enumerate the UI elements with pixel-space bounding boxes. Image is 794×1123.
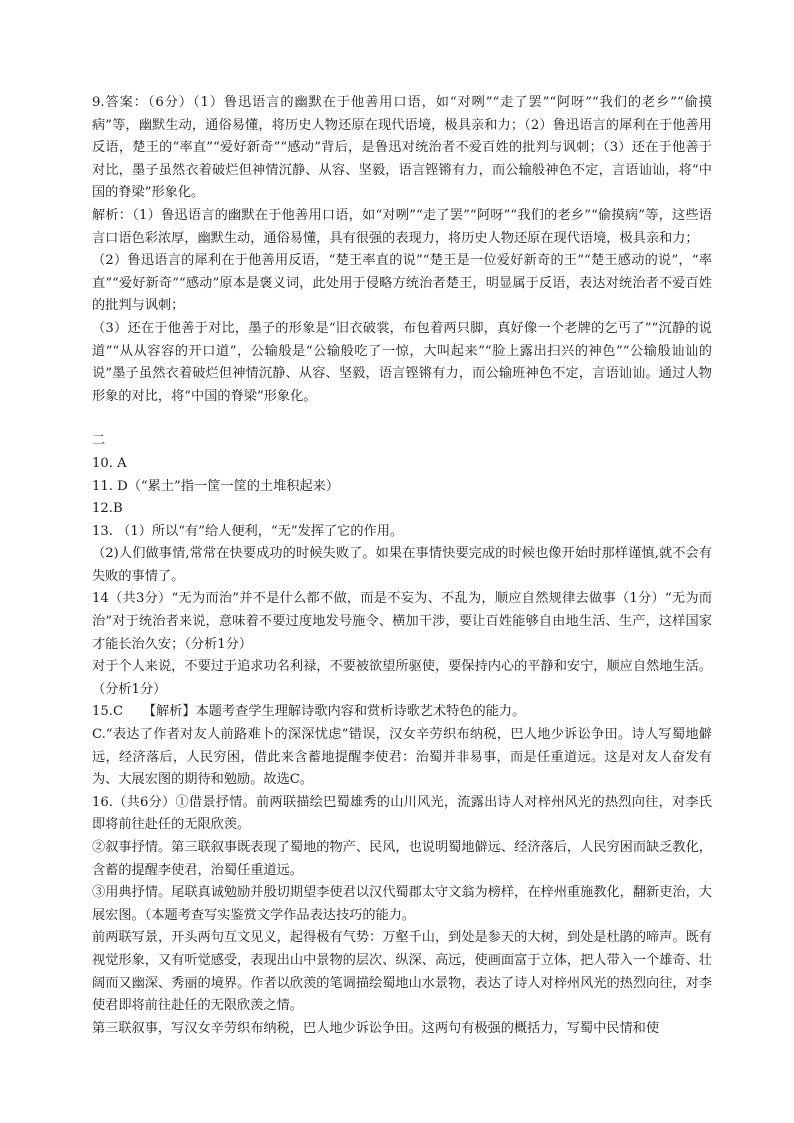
q9-analysis-2: （2）鲁迅语言的犀利在于他善用反语，“楚王率直的说”“楚王是一位爱好新奇的王”“楚王感动的说”，“率直”“爱好新奇”“感动”原本是褒义词，此处用于侵略方统治者楚王，明显属于反语，表达对统治者不爱百姓的批判与讽刺； (92, 253, 712, 314)
q9-answer: 9.答案：（6分）（1）鲁迅语言的幽默在于他善用口语，如“对咧”“走了罢”“阿呀”“我们的老乡”“偷摸病”等，幽默生动，通俗易懂，将历史人物还原在现代语境，极具亲和力；（2）鲁迅语言的犀利在于他善用反语，楚王的“率直”“爱好新奇”“感动”背后，是鲁迅对统治者不爱百姓的批判与讽刺；（3）还在于他善于对比，墨子虽然衣着破烂但神情沉静、从容、坚毅，语言铿锵有力，而公输般神色不定，言语讪讪，将“中国的脊梁”形象化。 (92, 95, 712, 201)
q16-analysis-2: 第三联叙事，写汉女辛劳织布纳税，巴人地少诉讼争田。这两句有极强的概括力，写蜀中民情和使 (92, 1020, 660, 1036)
q13-part-2: （2)人们做事情,常常在快要成功的时候失败了。如果在事情快要完成的时候也像开始时那样谨慎,就不会有失败的事情了。 (92, 546, 712, 584)
q16-analysis-1: 前两联写景，开头两句互文见义，起得极有气势：万壑千山，到处是参天的大树，到处是杜鹃的啼声。既有视觉形象，又有听觉感受，表现出山中景物的层次、纵深、高远，使画面富于立体，把人带入一个雄奇、壮阔而又幽深、秀丽的境界。作者以欣羡的笔调描绘蜀地山水景物，表达了诗人对梓州风光的热烈向往，对李使君即将前往赴任的无限欣羡之情。 (92, 930, 712, 1014)
q10-answer: 10. A (92, 455, 127, 471)
q9-analysis-3: （3）还在于他善于对比，墨子的形象是“旧衣破裳，布包着两只脚，真好像一个老牌的乞丐了”“沉静的说道”“从从容容的开口道”，公输般是“公输般吃了一惊，大叫起来”“脸上露出扫兴的神色”“公输般讪讪的说”墨子虽然衣着破烂但神情沉静、从容、坚毅，语言铿锵有力，而公输班神色不定，言语讪讪。通过人物形象的对比，将“中国的脊梁”形象化。 (92, 320, 712, 404)
answer-document (92, 92, 712, 1040)
q14-part-2: 对于个人来说，不要过于追求功名利禄，不要被欲望所驱使，要保持内心的平静和安宁，顺应自然地生活。（分析1分） (92, 659, 712, 697)
section-mark: 二 (92, 433, 106, 449)
q15-analysis: C.“表达了作者对友人前路难卜的深深忧虑”错误，汉女辛劳织布纳税，巴人地少诉讼争田。诗人写蜀地僻远，经济落后，人民穷困，借此来含蓄地提醒李使君：治蜀并非易事，而是任重道远。这是对友人奋发有为、大展宏图的期待和勉励。故选C。 (92, 727, 712, 788)
q13-part-1: 13. （1）所以“有”给人便利，“无”发挥了它的作用。 (92, 523, 404, 539)
q9-analysis-1: 解析：（1）鲁迅语言的幽默在于他善用口语，如“对咧”“走了罢”“阿呀”“我们的老乡”“偷摸病”等，这些语言口语色彩浓厚，幽默生动，通俗易懂，具有很强的表现力，将历史人物还原在现代语境，极具亲和力； (92, 207, 712, 246)
q16-point-3: ③用典抒情。尾联真诚勉励并殷切期望李使君以汉代蜀郡太守文翁为榜样，在梓州重施教化，翻新吏治，大展宏图。（本题考查写实鉴赏文学作品表达技巧的能力。 (92, 885, 712, 923)
q16-point-1: 16.（共6分）①借景抒情。前两联描绘巴蜀雄秀的山川风光，流露出诗人对梓州风光的热烈向往，对李氏即将前往赴任的无限欣羡。 (92, 794, 712, 833)
q14-part-1: 14（共3分）“无为而治”并不是什么都不做，而是不妄为、不乱为，顺应自然规律去做事（1分）“无为而治”对于统治者来说，意味着不要过度地发号施令、横加干涉，要让百姓能够自由地生活、生产，这样国家才能长治久安；（分析1分） (92, 591, 712, 652)
q12-answer: 12.B (92, 501, 123, 517)
q16-point-2: ②叙事抒情。第三联叙事既表现了蜀地的物产、民风，也说明蜀地僻远、经济落后，人民穷困而缺乏教化，含蓄的提醒李使君，治蜀任重道远。 (92, 840, 712, 878)
q15-answer: 15.C 【解析】本题考查学生理解诗歌内容和赏析诗歌艺术特色的能力。 (92, 704, 526, 720)
q11-answer: 11. D（“累土”指一筐一筐的土堆积起来） (92, 478, 340, 494)
